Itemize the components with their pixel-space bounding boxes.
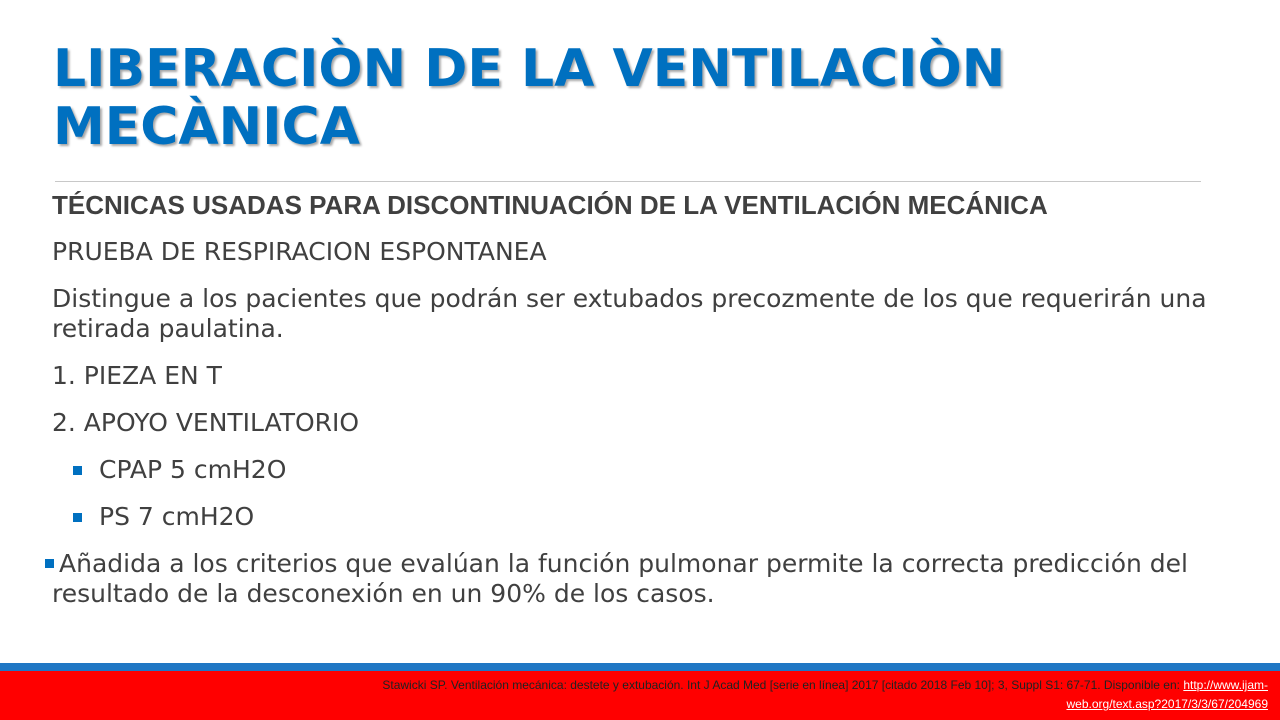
title-divider xyxy=(55,181,1201,182)
bullet-square-icon xyxy=(73,466,82,475)
conclusion-text: Añadida a los criterios que evalúan la función pulmonar permite la correcta predicción del resultado de la desconexión en un 90% de los casos. xyxy=(52,549,1189,608)
bullet-text: CPAP 5 cmH2O xyxy=(99,455,287,484)
technique-item-1: 1. PIEZA EN T xyxy=(52,361,222,390)
description-paragraph: Distingue a los pacientes que podrán ser extubados precozmente de los que requerirán una retirada paulatina. xyxy=(52,284,1207,343)
test-name: PRUEBA DE RESPIRACION ESPONTANEA xyxy=(52,237,547,266)
citation-link[interactable]: http://www.ijam-web.org/text.asp?2017/3/3/67/204969 xyxy=(1066,678,1268,711)
section-subtitle: TÉCNICAS USADAS PARA DISCONTINUACIÓN DE LA VENTILACIÓN MECÁNICA xyxy=(52,190,1048,220)
slide-body xyxy=(52,190,1232,609)
slide-title: LIBERACIÒN DE LA VENTILACIÒN MECÀNICA xyxy=(53,39,1006,157)
reference-citation xyxy=(318,676,1268,714)
conclusion-item xyxy=(52,549,1232,609)
bullet-item xyxy=(73,455,1232,485)
bullet-square-icon xyxy=(45,559,54,568)
footer-blue-bar xyxy=(0,663,1280,671)
bullet-item xyxy=(73,502,1232,532)
citation-text: Stawicki SP. Ventilación mecánica: destete y extubación. Int J Acad Med [serie en línea] 2017 [citado 2018 Feb 10]; 3, Suppl S1: 67-71. Disponible en: xyxy=(382,678,1180,692)
bullet-square-icon xyxy=(73,513,82,522)
bullet-text: PS 7 cmH2O xyxy=(99,502,255,531)
technique-item-2: 2. APOYO VENTILATORIO xyxy=(52,408,360,437)
